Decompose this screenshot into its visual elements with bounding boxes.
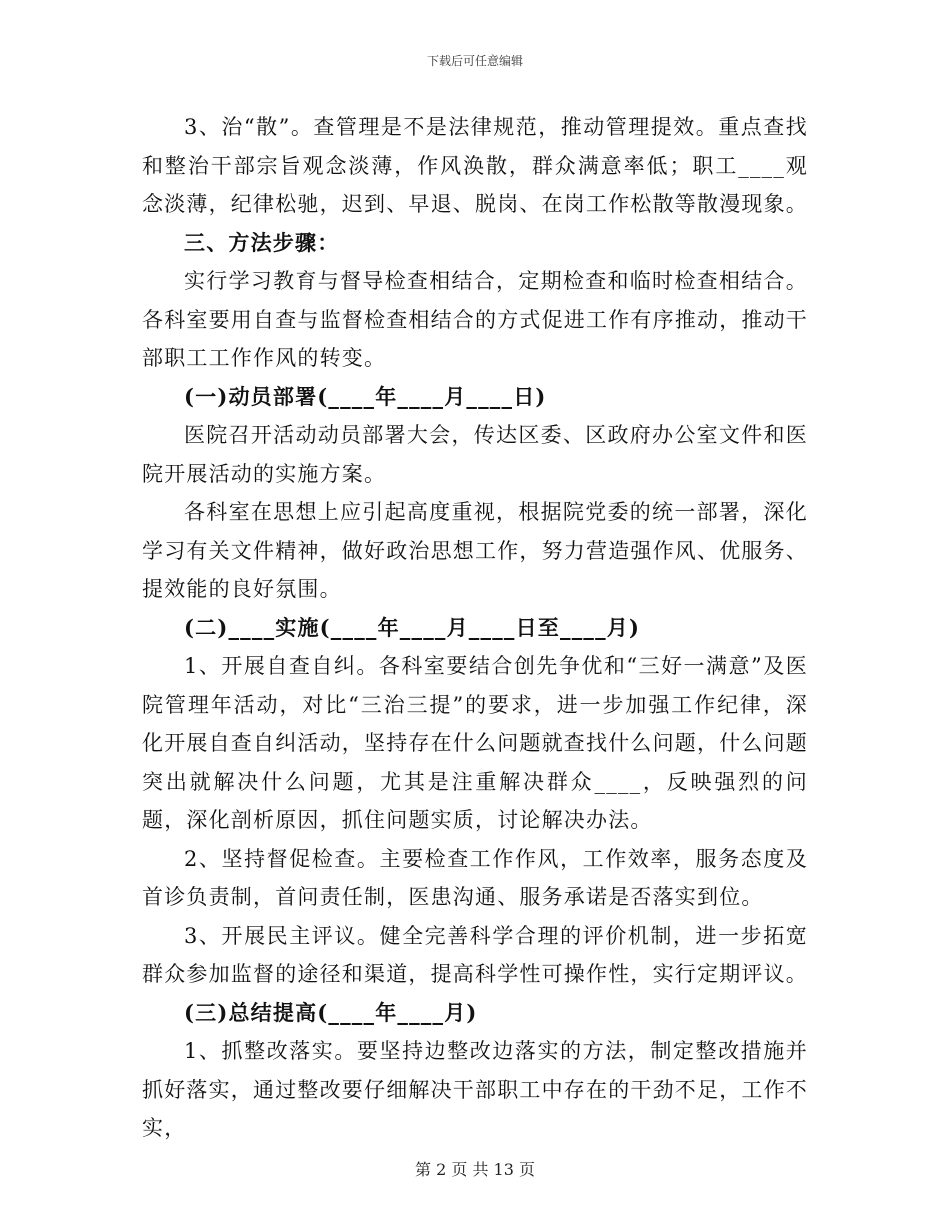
paragraph-methods-intro: 实行学习教育与督导检查相结合，定期检查和临时检查相结合。各科室要用自查与监督检查相结合的方式促进工作有序推动，推动干部职工工作作风的转变。 [142,269,808,370]
page-header: 下载后可任意编辑 [426,54,523,68]
subheading-implementation: (二)____实施(____年____月____日至____月) [184,614,641,640]
subheading-summary: (三)总结提高(____年____月) [184,999,478,1025]
section-heading-methods: 三、方法步骤： [184,229,340,255]
paragraph-supervision: 2、坚持督促检查。主要检查工作作风，工作效率，服务态度及首诊负责制，首问责任制，医患沟通、服务承诺是否落实到位。 [142,846,808,909]
paragraph-departments-attention: 各科室在思想上应引起高度重视，根据院党委的统一部署，深化学习有关文件精神，做好政治思想工作，努力营造强作风、优服务、提效能的良好氛围。 [142,500,808,601]
page-number-footer: 第 2 页 共 13 页 [415,1160,535,1179]
paragraph-democratic-review: 3、开展民主评议。健全完善科学合理的评价机制，进一步拓宽群众参加监督的途径和渠道，提高科学性可操作性，实行定期评议。 [142,923,808,986]
paragraph-self-inspection: 1、开展自查自纠。各科室要结合创先争优和“三好一满意”及医院管理年活动，对比“三治三提”的要求，进一步加强工作纪律，深化开展自查自纠活动，坚持存在什么问题就查找什么问题，什么问题突出就解决什么问题，尤其是注重解决群众____，反映强烈的问题，深化剖析原因，抓住问题实质，讨论解决办法。 [142,654,808,832]
subheading-mobilization: (一)动员部署(____年____月____日) [184,383,547,409]
paragraph-rectification: 1、抓整改落实。要坚持边整改边落实的方法，制定整改措施并抓好落实，通过整改要仔细解决干部职工中存在的干劲不足，工作不实， [142,1039,808,1140]
document-body [142,108,808,1148]
paragraph-zhi-san: 3、治“散”。查管理是不是法律规范，推动管理提效。重点查找和整治干部宗旨观念淡薄，作风涣散，群众满意率低；职工____观念淡薄，纪律松驰，迟到、早退、脱岗、在岗工作松散等散漫现象。 [142,115,808,216]
paragraph-mobilization-meeting: 医院召开活动动员部署大会，传达区委、区政府办公室文件和医院开展活动的实施方案。 [142,423,808,486]
